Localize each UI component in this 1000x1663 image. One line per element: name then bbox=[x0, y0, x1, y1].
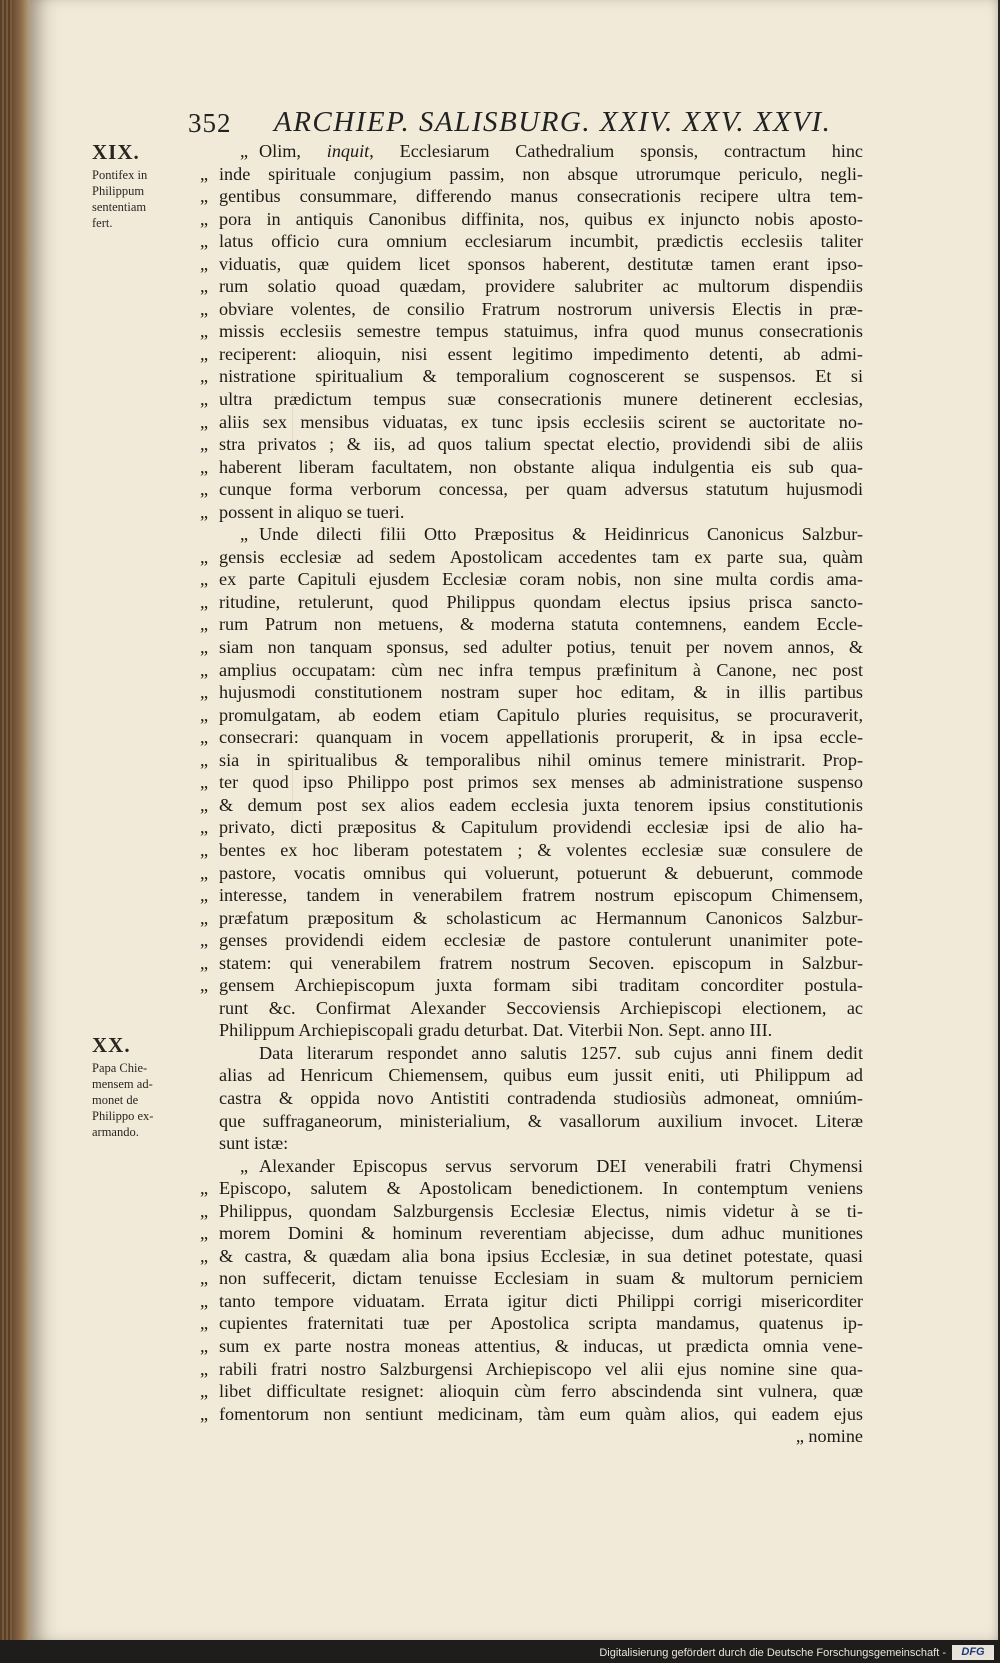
line-text: Philippus, quondam Salzburgensis Ecclesiæ Electus, nimis videtur à se ti- bbox=[219, 1200, 863, 1221]
line-text: ex parte Capituli ejusdem Ecclesiæ coram nobis, non sine multa cordis ama- bbox=[219, 569, 863, 590]
line-text: ter quod ipso Philippo post primos sex menses ab administratione suspenso bbox=[219, 772, 863, 793]
line-text: & demum post sex alios eadem ecclesia juxta tenorem ipsius constitutionis bbox=[219, 794, 863, 815]
quote-mark: „ bbox=[200, 208, 209, 229]
line-text: gentibus consummare, differendo manus consecrationis recipere ultra tem- bbox=[219, 186, 863, 207]
quote-mark: „ bbox=[200, 591, 209, 612]
line-text: rum Patrum non metuens, & moderna statuta contemnens, eandem Eccle- bbox=[219, 614, 863, 635]
quote-mark: „ bbox=[240, 524, 249, 545]
quote-mark: „ bbox=[200, 682, 209, 703]
body-text bbox=[200, 140, 863, 1448]
quote-mark: „ bbox=[200, 253, 209, 274]
text-line bbox=[200, 1155, 863, 1178]
text-line bbox=[200, 1403, 863, 1426]
text-line bbox=[200, 1222, 863, 1245]
line-text: obviare volentes, de consilio Fratrum nostrorum universis Electis in præ- bbox=[219, 298, 863, 319]
quote-mark: „ bbox=[200, 411, 209, 432]
dfg-logo: DFG bbox=[952, 1645, 994, 1660]
text-line bbox=[200, 1267, 863, 1290]
running-title: ARCHIEP. SALISBURG. XXIV. XXV. XXVI. bbox=[274, 106, 832, 138]
quote-mark: „ bbox=[200, 1200, 209, 1221]
line-text: promulgatam, ab eodem etiam Capitulo pluries requisitus, se procuraverit, bbox=[219, 704, 863, 725]
text-line bbox=[200, 523, 863, 546]
text-line bbox=[200, 816, 863, 839]
line-text: latus officio cura omnium ecclesiarum incumbit, prædictis ecclesiis taliter bbox=[219, 231, 863, 252]
margin-section-number: XX. bbox=[92, 1033, 131, 1057]
text-line bbox=[200, 433, 863, 456]
margin-note-xx bbox=[92, 1033, 202, 1140]
quote-mark: „ bbox=[200, 1178, 209, 1199]
line-text: stra privatos ; & iis, ad quos talium spectat electio, providendi sibi de aliis bbox=[219, 434, 863, 455]
line-text: aliis sex mensibus viduatas, ex tunc ipsis ecclesiis scirent se auctoritate no- bbox=[219, 411, 863, 432]
quote-mark: „ bbox=[200, 1335, 209, 1356]
text-line bbox=[200, 230, 863, 253]
margin-note-line: mensem ad- bbox=[92, 1077, 153, 1091]
line-text: runt &c. Confirmat Alexander Seccoviensis Archiepiscopi electionem, ac bbox=[219, 997, 863, 1018]
margin-note-text bbox=[92, 1060, 202, 1140]
text-line bbox=[200, 456, 863, 479]
quote-mark: „ bbox=[200, 749, 209, 770]
line-text: genses providendi eidem ecclesiæ de pastore contulerunt unanimiter pote- bbox=[219, 930, 863, 951]
quote-mark: „ bbox=[200, 231, 209, 252]
running-header bbox=[188, 106, 888, 140]
quote-mark: „ bbox=[200, 546, 209, 567]
line-text: interesse, tandem in venerabilem fratrem nostrum episcopum Chimensem, bbox=[219, 885, 863, 906]
margin-note-line: Pontifex in bbox=[92, 168, 148, 182]
text-line bbox=[200, 546, 863, 569]
quote-mark: „ bbox=[200, 1245, 209, 1266]
text-line bbox=[200, 343, 863, 366]
line-text: non suffecerit, dictam tenuisse Ecclesiam in suam & multorum perniciem bbox=[219, 1268, 863, 1289]
line-text: fomentorum non sentiunt medicinam, tàm eum quàm alios, qui eadem ejus bbox=[219, 1403, 863, 1424]
text-line bbox=[200, 1200, 863, 1223]
line-text: sum ex parte nostra moneas attentius, & inducas, ut prædicta omnia vene- bbox=[219, 1335, 863, 1356]
line-text: haberent liberam facultatem, non obstante aliqua indulgentia eis sub qua- bbox=[219, 456, 863, 477]
line-text: Alexander Episcopus servus servorum DEI venerabili fratri Chymensi bbox=[259, 1155, 863, 1176]
quote-mark: „ bbox=[200, 817, 209, 838]
text-line bbox=[200, 388, 863, 411]
quote-mark: „ bbox=[200, 1268, 209, 1289]
text-line bbox=[200, 1245, 863, 1268]
line-text: cunque forma verborum concessa, per quam adversus statutum hujusmodi bbox=[219, 479, 863, 500]
page-edges bbox=[0, 0, 12, 1663]
line-text: que suffraganeorum, ministerialium, & vasallorum auxilium invocet. Literæ bbox=[219, 1110, 863, 1131]
quote-mark: „ bbox=[200, 772, 209, 793]
text-line bbox=[200, 929, 863, 952]
quote-mark: „ bbox=[200, 839, 209, 860]
text-line bbox=[200, 163, 863, 186]
quote-mark: „ bbox=[200, 276, 209, 297]
line-text: cupientes fraternitati tuæ per Apostolica scripta mandamus, quatenus ip- bbox=[219, 1313, 863, 1334]
text-line bbox=[200, 568, 863, 591]
line-text: præfatum præpositum & scholasticum ac Hermannum Canonicos Salzbur- bbox=[219, 907, 863, 928]
text-line bbox=[200, 1358, 863, 1381]
text-line bbox=[200, 974, 863, 997]
page-number: 352 bbox=[188, 108, 232, 138]
line-text: pastore, vocatis omnibus qui voluerunt, potuerunt & debuerunt, commode bbox=[219, 862, 863, 883]
text-line bbox=[200, 591, 863, 614]
text-line bbox=[200, 771, 863, 794]
text-line bbox=[200, 636, 863, 659]
line-text: alias ad Henricum Chiemensem, quibus eum jussit eniti, uti Philippum ad bbox=[219, 1065, 863, 1086]
line-text: morem Domini & hominum reverentiam abjecisse, dum adhuc munitiones bbox=[219, 1223, 863, 1244]
quote-mark: „ bbox=[200, 1381, 209, 1402]
margin-note-text bbox=[92, 167, 202, 231]
text-line bbox=[200, 749, 863, 772]
quote-mark: „ bbox=[200, 1403, 209, 1424]
text-line bbox=[200, 1290, 863, 1313]
quote-mark: „ bbox=[200, 569, 209, 590]
text-line bbox=[200, 1312, 863, 1335]
text-line bbox=[200, 1064, 863, 1087]
line-text: ultra prædictum tempus suæ consecrationis munere detinerent ecclesias, bbox=[219, 389, 863, 410]
italic-text: inquit bbox=[326, 141, 370, 161]
text-line bbox=[200, 997, 863, 1020]
text-line bbox=[200, 1132, 863, 1155]
line-text: bentes ex hoc liberam potestatem ; & volentes ecclesiæ suæ consulere de bbox=[219, 839, 863, 860]
text-line bbox=[200, 185, 863, 208]
text-line bbox=[200, 253, 863, 276]
text-line bbox=[200, 1380, 863, 1403]
text-line bbox=[200, 794, 863, 817]
quote-mark: „ bbox=[200, 186, 209, 207]
margin-note-line: armando. bbox=[92, 1125, 139, 1139]
line-text: castra & oppida novo Antistiti contradenda studiosiùs admoneat, omniúm- bbox=[219, 1087, 863, 1108]
line-text: Data literarum respondet anno salutis 1257. sub cujus anni finem dedit bbox=[259, 1042, 863, 1063]
line-text: gensem Archiepiscopum juxta formam sibi traditam concorditer postula- bbox=[219, 975, 863, 996]
quote-mark: „ bbox=[200, 794, 209, 815]
line-text: hujusmodi constitutionem nostram super hoc editam, & in illis partibus bbox=[219, 682, 863, 703]
line-text: sia in spiritualibus & temporalibus nihil ominus temere ministrarit. Prop- bbox=[219, 749, 863, 770]
text-line bbox=[200, 1019, 863, 1042]
line-text: amplius occupatam: cùm nec infra tempus præfinitum à Canone, nec post bbox=[219, 659, 863, 680]
quote-mark: „ bbox=[240, 1155, 249, 1176]
line-text: rum solatio quoad quædam, providere salubriter ac multorum dispendiis bbox=[219, 276, 863, 297]
quote-mark: „ bbox=[200, 727, 209, 748]
text-line bbox=[200, 1335, 863, 1358]
margin-note-line: monet de bbox=[92, 1093, 139, 1107]
margin-note-line: Papa Chie- bbox=[92, 1061, 148, 1075]
line-text: rabili fratri nostro Salzburgensi Archiepiscopo vel alii ejus nomine sine qua- bbox=[219, 1358, 863, 1379]
line-text: Episcopo, salutem & Apostolicam benedictionem. In contemptum veniens bbox=[219, 1178, 863, 1199]
text-line bbox=[200, 365, 863, 388]
quote-mark: „ bbox=[200, 321, 209, 342]
quote-mark: „ bbox=[200, 163, 209, 184]
text-line bbox=[200, 613, 863, 636]
margin-section-number: XIX. bbox=[92, 140, 140, 164]
margin-note-line: Philippum bbox=[92, 184, 145, 198]
quote-mark: „ bbox=[200, 637, 209, 658]
text-line bbox=[200, 140, 863, 163]
line-text: statem: qui venerabilem fratrem nostrum Secoven. episcopum in Salzbur- bbox=[219, 952, 863, 973]
quote-mark: „ bbox=[200, 501, 209, 522]
text-line bbox=[200, 1087, 863, 1110]
quote-mark: „ bbox=[200, 1223, 209, 1244]
text-line bbox=[200, 478, 863, 501]
quote-mark: „ bbox=[200, 930, 209, 951]
text-line bbox=[200, 320, 863, 343]
quote-mark: „ bbox=[200, 434, 209, 455]
text-line bbox=[200, 907, 863, 930]
quote-mark: „ bbox=[200, 659, 209, 680]
funding-notice: Digitalisierung gefördert durch die Deutsche Forschungsgemeinschaft - bbox=[599, 1647, 946, 1659]
line-text: missis ecclesiis semestre tempus statuimus, infra quod munus consecrationis bbox=[219, 321, 863, 342]
quote-mark: „ bbox=[240, 141, 249, 161]
line-text: possent in aliquo se tueri. bbox=[219, 501, 405, 522]
quote-mark: „ bbox=[200, 885, 209, 906]
margin-note-line: sententiam bbox=[92, 200, 147, 214]
line-text: inde spirituale conjugium passim, non absque utrorumque periculo, negli- bbox=[219, 163, 863, 184]
line-text: ritudine, retulerunt, quod Philippus quondam electus ipsius prisca sancto- bbox=[219, 591, 863, 612]
text-line bbox=[200, 411, 863, 434]
line-text: nistratione spiritualium & temporalium cognoscerent se suspensos. Et si bbox=[219, 366, 863, 387]
quote-mark: „ bbox=[200, 862, 209, 883]
text-line bbox=[200, 208, 863, 231]
text-line bbox=[200, 501, 863, 524]
text-line bbox=[200, 298, 863, 321]
line-text: pora in antiquis Canonibus diffinita, nos, quibus ex injuncto nobis aposto- bbox=[219, 208, 863, 229]
margin-note-line: fert. bbox=[92, 216, 113, 230]
quote-mark: „ bbox=[200, 975, 209, 996]
line-text: sunt istæ: bbox=[219, 1133, 289, 1154]
line-text: consecrari: quanquam in vocem appellationis proruperit, & in ipsa eccle- bbox=[219, 727, 863, 748]
text-line bbox=[200, 862, 863, 885]
text-line bbox=[200, 704, 863, 727]
margin-note-line: Philippo ex- bbox=[92, 1109, 154, 1123]
line-text: reciperent: alioquin, nisi essent legitimo impedimento detenti, ab admi- bbox=[219, 343, 863, 364]
quote-mark: „ bbox=[200, 1313, 209, 1334]
quote-mark: „ bbox=[200, 1290, 209, 1311]
quote-mark: „ bbox=[200, 614, 209, 635]
text-line bbox=[200, 1177, 863, 1200]
line-text: libet difficultate resignet: alioquin cùm ferro abscindenda sint vulnera, quæ bbox=[219, 1381, 863, 1402]
text-line bbox=[200, 681, 863, 704]
line-text: viduatis, quæ quidem licet sponsos haberent, destitutæ tamen erant ipso- bbox=[219, 253, 863, 274]
line-text: Philippum Archiepiscopali gradu deturbat. Dat. Viterbii Non. Sept. anno III. bbox=[219, 1020, 773, 1041]
quote-mark: „ bbox=[200, 479, 209, 500]
text-line bbox=[200, 1425, 863, 1448]
text-line bbox=[200, 1042, 863, 1065]
margin-note-xix bbox=[92, 140, 202, 231]
line-text: & castra, & quædam alia bona ipsius Ecclesiæ, in sua detinet potestate, quasi bbox=[219, 1245, 863, 1266]
quote-mark: „ bbox=[200, 704, 209, 725]
text-line bbox=[200, 659, 863, 682]
line-text: privato, dicti præpositus & Capitulum providendi ecclesiæ ipsi de alio ha- bbox=[219, 817, 863, 838]
text-line bbox=[200, 275, 863, 298]
quote-mark: „ bbox=[200, 1358, 209, 1379]
line-text: „ nomine bbox=[795, 1426, 863, 1447]
quote-mark: „ bbox=[200, 343, 209, 364]
text-line bbox=[200, 726, 863, 749]
quote-mark: „ bbox=[200, 366, 209, 387]
text-line bbox=[200, 952, 863, 975]
footer-bar bbox=[0, 1640, 1000, 1663]
quote-mark: „ bbox=[200, 907, 209, 928]
line-text: tanto tempore viduatam. Errata igitur dicti Philippi corrigi misericorditer bbox=[219, 1290, 863, 1311]
text-line bbox=[200, 884, 863, 907]
text-line bbox=[200, 1110, 863, 1133]
line-text: siam non tanquam sponsus, sed adulter potius, tenuit per novem annos, & bbox=[219, 637, 863, 658]
quote-mark: „ bbox=[200, 298, 209, 319]
line-text: Olim, inquit, Ecclesiarum Cathedralium sponsis, contractum hinc bbox=[259, 141, 864, 161]
line-text: gensis ecclesiæ ad sedem Apostolicam accedentes tam ex parte sua, quàm bbox=[219, 546, 863, 567]
quote-mark: „ bbox=[200, 389, 209, 410]
line-text: Unde dilecti filii Otto Præpositus & Heidinricus Canonicus Salzbur- bbox=[259, 524, 863, 545]
quote-mark: „ bbox=[200, 456, 209, 477]
text-line bbox=[200, 839, 863, 862]
quote-mark: „ bbox=[200, 952, 209, 973]
